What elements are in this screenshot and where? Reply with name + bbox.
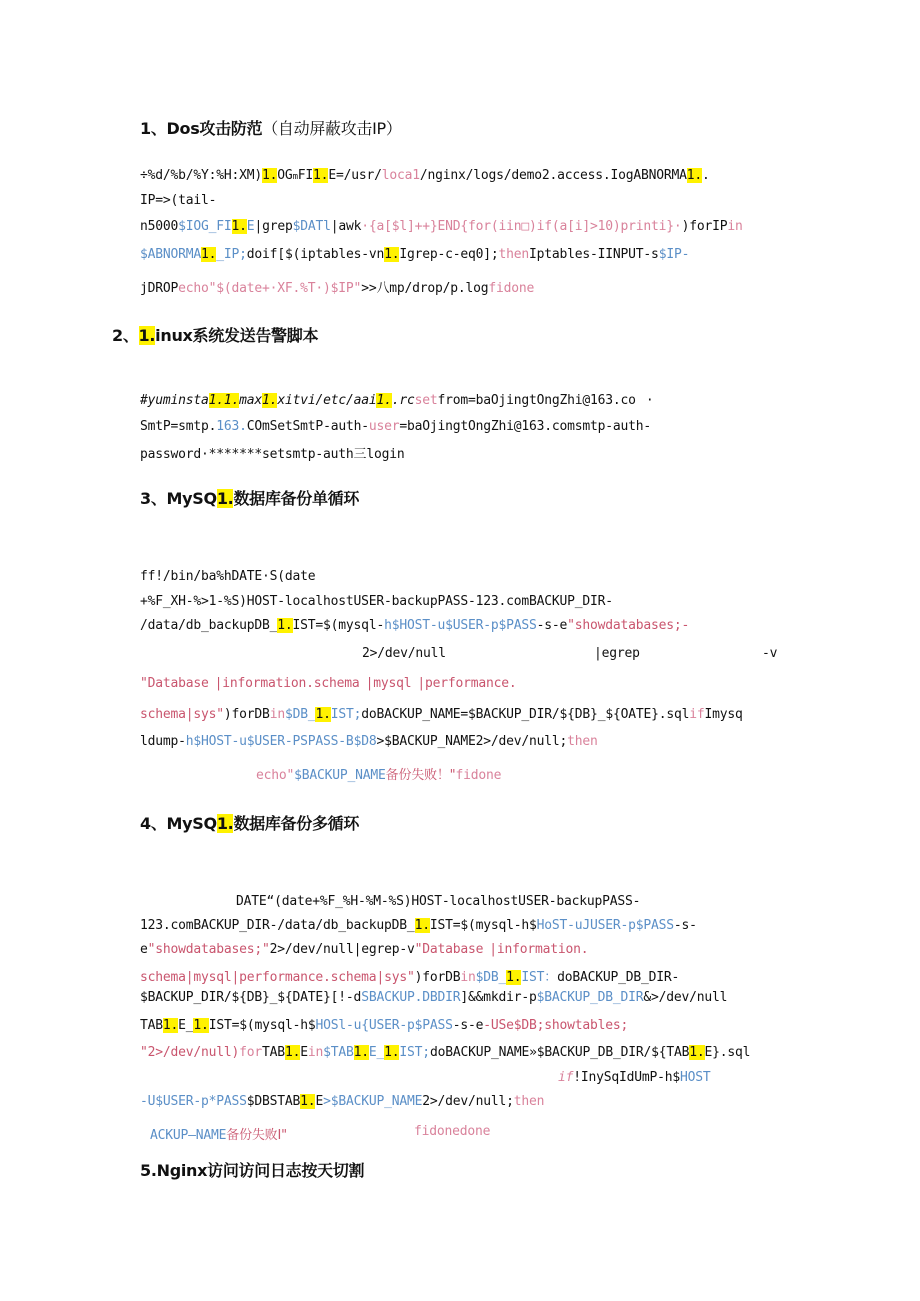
code-variable: $D8 [353,734,377,749]
highlight: 1. [384,247,400,262]
code-text: do [429,1045,446,1060]
code-text: DB [254,707,270,722]
code-text: IST=$(mysql-h$ [429,918,537,933]
code-string: |information.schema [214,676,360,691]
section-1-heading [140,116,402,139]
highlight: 1.1. [208,393,240,408]
code-text: Igrep-c-eq0]; [399,247,499,262]
code-keyword: in [269,707,285,722]
code-variable: $ABNORMA [140,247,202,262]
s4-line-4 [140,966,679,985]
code-text: -v [762,646,778,661]
code-text: 2>/dev/null [362,646,446,661]
section-5-heading [140,1158,364,1181]
code-string: -USe$DB;showtables; [483,1018,629,1033]
code-text: ÷%d/%b/%Y:%H:XM) [140,168,263,183]
s1-line-5 [140,277,534,296]
code-text: Iptables-IINPUT-s [529,247,659,262]
highlight: 1. [353,1045,369,1060]
s3-line-1 [140,569,315,584]
code-variable: E [246,219,255,234]
code-variable: $DATl [292,219,331,234]
s3-line-2 [140,594,613,609]
code-variable: >$BACKUP_NAME [323,1094,423,1109]
section-2-title-post: inux系统发送告警脚本 [155,326,319,345]
s1-line-4 [140,247,689,262]
code-string: "Database [140,676,209,691]
code-keyword: fidone [455,768,502,783]
code-text: E [300,1045,308,1060]
s1-line-1 [140,168,710,183]
code-variable: SBACKUP.DBDIR [361,990,461,1005]
code-variable: HOST [680,1070,711,1085]
code-keyword: ·{a[$l]++}END{for(iin□)if(a[i]>10)printi}· [361,219,682,234]
code-keyword: loca1 [381,168,420,183]
code-text: =baOjingtOngZhi@163.comsmtp-auth- [399,419,652,434]
highlight: 1. [193,1018,209,1033]
code-string: 备份失败I" [226,1128,287,1143]
code-text: &>/dev/null [643,990,728,1005]
code-text: +%F_XH-%>1-%S)HOST-localhostUSER-backupPASS-123.comBACKUP_DIR- [140,594,613,609]
section-1-title-a: 1、Dos攻击防范 [140,119,263,138]
highlight: 1. [376,393,392,408]
code-keyword: in [307,1045,324,1060]
code-text: max [239,393,263,408]
code-text: do [557,970,573,985]
section-1-title-b: （自动屏蔽攻击IP） [262,119,402,138]
code-string: |mysql [365,676,412,691]
highlight: 1. [384,1045,400,1060]
code-text: )for [414,970,446,985]
highlight: 1. [315,707,331,722]
code-text: /nginx/logs/demo2.access.IogABNORMA [419,168,687,183]
code-text: E_ [178,1018,194,1033]
highlight: 1. [284,1045,301,1060]
s1-line-2 [140,193,216,208]
code-keyword: then [498,247,530,262]
highlight: 1. [313,168,329,183]
code-string: "Database [414,942,484,957]
code-text: m [292,172,298,182]
code-keyword: user [368,419,400,434]
code-keyword: in [727,219,743,234]
code-variable: IST; [330,707,362,722]
code-text: .rc [391,393,415,408]
code-keyword: then [513,1094,545,1109]
code-text: BACKUP_NAME=$BACKUP_DIR/${DB}_${OATE}.sql [376,707,690,722]
section-4-title-pre: 4、MySQ [140,814,217,833]
code-text: |awk [330,219,362,234]
section-3-title-post: 数据库备份单循环 [233,489,360,508]
s3-line-6 [140,707,743,722]
code-text: xitvi/etc/aai [277,393,377,408]
code-text: E}.sql [704,1045,751,1060]
highlight: 1. [414,918,430,933]
code-text: IST=$(mysql-h$ [208,1018,316,1033]
code-text: Imysq [704,707,743,722]
code-keyword: set [414,393,438,408]
code-text: doif [246,247,278,262]
highlight: 1. [689,1045,705,1060]
highlight: 1. [300,1094,316,1109]
s3-line-4-b [594,646,640,661]
code-string: "showdatabases;" [147,942,270,957]
code-text: do [361,707,377,722]
code-variable: E_ [368,1045,385,1060]
s3-line-8 [256,764,501,783]
code-text: SmtP=smtp. [140,419,217,434]
code-string: 备份失败！" [385,768,456,783]
code-text: E=/usr/ [328,168,382,183]
code-text: 2>/dev/null; [422,1094,514,1109]
code-variable: -U$USER-p*PASS [140,1094,247,1109]
code-text: #yuminsta [140,393,209,408]
code-text: COmSetSmtP-auth- [246,419,369,434]
code-text: BACKUP_DB_DIR- [572,970,680,985]
code-variable: HOSl-u{USER-p$PASS [315,1018,453,1033]
code-text: IP=>(tail- [140,193,217,208]
code-string: schema [140,707,186,722]
section-2-heading [112,323,318,346]
code-keyword: fidone [488,281,535,296]
code-variable: $DB_ [475,970,507,985]
code-variable: $IP- [658,247,690,262]
section-4-heading [140,811,359,834]
code-text: . [702,168,710,183]
code-text: TAB [262,1045,285,1060]
code-string: "2>/dev/null) [140,1045,240,1060]
s3-line-4-c [762,646,777,661]
section-3-heading [140,486,359,509]
code-text: [$(iptables-vn [277,247,385,262]
s3-line-7 [140,734,598,749]
highlight: 1. [162,1018,179,1033]
code-string: |performance. [417,676,517,691]
s4-line-2 [140,918,697,933]
code-text: ldump- [140,734,186,749]
s1-line-3 [140,219,743,234]
code-text: >>八mp/drop/p.log [361,281,489,296]
code-variable: $DB_ [284,707,316,722]
s4-line-6 [140,1018,628,1033]
s2-line-3 [140,443,404,462]
code-text: FI [297,168,314,183]
code-variable: h$HOST-u$USER-p$PASS [384,618,537,633]
code-text: |egrep-v [353,942,415,957]
code-text: n5000 [140,219,179,234]
code-text: 123.comBACKUP_DIR-/data/db_backupDB_ [140,918,415,933]
code-text: -s- [673,918,697,933]
s4-line-1 [236,894,640,909]
code-variable: $BACKUP_NAME [294,768,386,783]
code-text: jDROP [140,281,179,296]
code-keyword: echo" [256,768,295,783]
code-keyword: echo"$(date+·XF.%T·)$IP" [178,281,362,296]
code-text: -s-e [536,618,568,633]
highlight: 1. [231,219,247,234]
s4-line-8 [558,1070,711,1085]
code-text: $BACKUP_DIR/${DB}_${DATE} [140,990,331,1005]
code-keyword: fidonedone [414,1124,491,1139]
code-variable: ACKUP—NAME [150,1128,227,1143]
code-string: |performance.schema [231,970,377,985]
highlight: 1. [262,393,278,408]
code-string: |sys" [185,707,224,722]
highlight: 1. [216,814,234,833]
code-string: |information. [489,942,589,957]
code-text: DATE“(date+%F_%H-%M-%S)HOST-localhostUSER-backupPASS- [236,894,641,909]
code-text: /data/db_backupDB_ [140,618,278,633]
code-text: $DBSTAB [246,1094,301,1109]
code-variable: h$HOST-u$USER-PSPASS-B [185,734,354,749]
section-3-title-pre: 3、MySQ [140,489,217,508]
code-keyword: in [460,970,476,985]
code-variable: HoST-uJUSER-p$PASS [536,918,674,933]
highlight: 1. [686,168,703,183]
s4-line-7 [140,1045,750,1060]
code-variable: IST; [399,1045,430,1060]
code-string: |sys" [376,970,415,985]
code-text: ff!/bin/ba%hDATE·S(date [140,569,316,584]
s4-line-10-a [150,1124,287,1143]
code-text: · [645,393,654,408]
code-text: ]&&mkdir-p [460,990,537,1005]
code-text: from=baOjingtOngZhi@163.co [437,393,636,408]
code-text: )forIP [681,219,728,234]
s4-line-3 [140,942,588,957]
s4-line-10-b [414,1124,490,1139]
section-2-title-pre: 2、 [112,326,139,345]
code-text: !InySqIdUmP-h$ [573,1070,681,1085]
code-variable: 163. [216,419,247,434]
code-variable: $TAB [323,1045,354,1060]
code-text: IST=$(mysql- [292,618,385,633]
s3-line-4-a [362,646,446,661]
code-variable: $BACKUP_DB_DIR [536,990,644,1005]
s4-line-9 [140,1094,544,1109]
code-string: "showdatabases;- [567,618,690,633]
section-5-title: 5.Nginx访问访问日志按天切割 [140,1161,365,1180]
highlight: 1. [201,247,217,262]
highlight: 1. [262,168,278,183]
highlight: 1. [506,970,522,985]
section-4-title-post: 数据库备份多循环 [233,814,360,833]
code-text: |grep [254,219,293,234]
highlight: 1. [277,618,293,633]
s3-line-5 [140,676,516,691]
code-keyword: if [558,1070,574,1085]
code-text: )for [223,707,255,722]
code-text: |egrep [594,646,640,661]
code-string: |mysql [185,970,232,985]
code-string: schema [140,970,186,985]
code-text: >$BACKUP_NAME2>/dev/null; [376,734,568,749]
s4-line-5 [140,990,727,1005]
code-text: TAB [140,1018,163,1033]
code-keyword: if [689,707,705,722]
code-text: 2>/dev/null [269,942,354,957]
code-variable: $IOG_FI [178,219,232,234]
code-text: e [140,942,148,957]
highlight: 1. [138,326,156,345]
code-variable: _IP; [216,247,247,262]
code-text: [!-d [330,990,362,1005]
code-text: password·*******setsmtp-auth三login [140,447,405,462]
code-text: DB [445,970,461,985]
s2-line-2 [140,419,651,434]
code-text: -s-e [452,1018,484,1033]
code-variable: IST： [521,970,558,985]
code-keyword: for [239,1045,263,1060]
code-text: E [315,1094,324,1109]
s3-line-3 [140,618,689,633]
highlight: 1. [216,489,234,508]
s2-line-1 [140,393,653,408]
code-text: OG [277,168,293,183]
code-keyword: then [567,734,598,749]
code-text: BACKUP_NAME»$BACKUP_DB_DIR/${TAB [445,1045,690,1060]
